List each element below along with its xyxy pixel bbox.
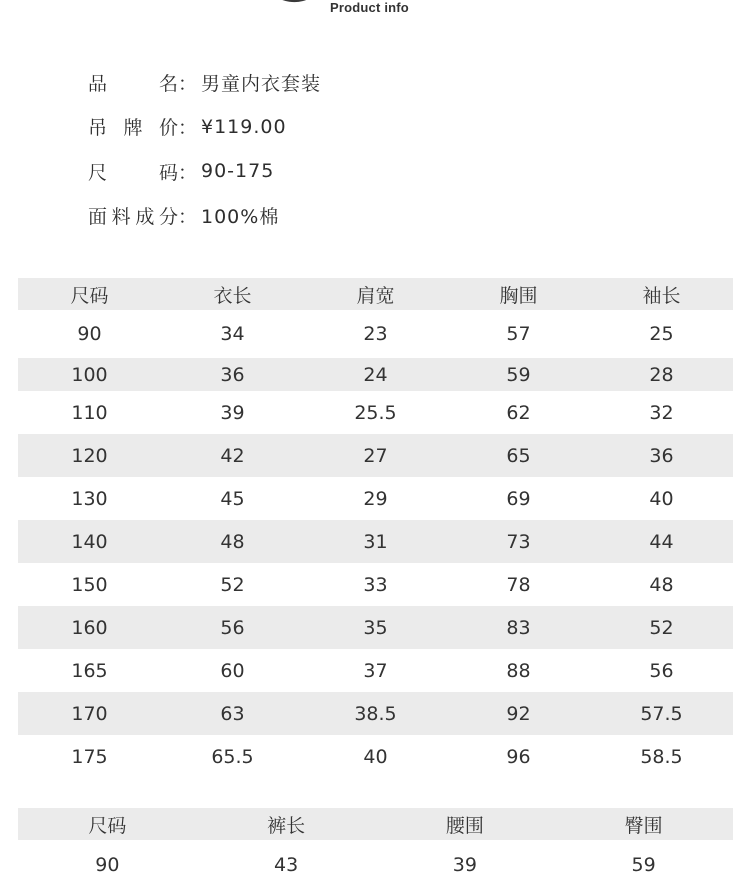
info-value: ¥119.00: [201, 115, 287, 138]
info-row-name: [88, 60, 321, 105]
table-cell: 165: [71, 659, 108, 682]
table-cell: 100: [71, 363, 108, 386]
table-cell: 25.5: [354, 401, 397, 424]
header-title: Product info: [330, 0, 409, 15]
info-value: 90-175: [201, 160, 275, 183]
table-cell: 63: [220, 702, 245, 725]
table-row: [18, 358, 733, 391]
table-cell: 73: [506, 530, 531, 553]
table-cell: 34: [220, 323, 245, 345]
table-cell: 23: [363, 323, 388, 345]
info-value: 100%棉: [201, 206, 280, 229]
table-row: [18, 563, 733, 606]
table-cell: 92: [506, 702, 531, 725]
table-cell: 59: [631, 854, 656, 876]
product-info-list: [88, 60, 321, 238]
info-row-price: [88, 105, 321, 150]
table-cell: 60: [220, 659, 245, 682]
table-cell: 45: [220, 487, 245, 510]
table-row: [18, 310, 733, 358]
info-label: 吊牌价: [88, 117, 178, 140]
info-colon: ：: [178, 117, 198, 140]
table-cell: 39: [452, 854, 477, 876]
table-cell: 88: [506, 659, 531, 682]
table-header-cell: 衣长: [213, 284, 252, 307]
info-label: 面料成分: [88, 206, 178, 229]
table-cell: 43: [274, 854, 299, 876]
table-cell: 130: [71, 487, 108, 510]
table-cell: 40: [363, 745, 388, 768]
bottom-size-table: [18, 808, 733, 890]
table-header-cell: 胸围: [499, 284, 538, 307]
table-cell: 36: [649, 444, 674, 467]
table-cell: 52: [220, 573, 245, 596]
table-cell: 59: [506, 363, 531, 386]
table-header-cell: 裤长: [267, 814, 306, 837]
table-cell: 110: [71, 401, 108, 424]
info-value: 男童内衣套装: [201, 72, 322, 95]
table-header-row: [18, 808, 733, 840]
table-cell: 56: [649, 659, 674, 682]
table-cell: 170: [71, 702, 108, 725]
table-cell: 31: [363, 530, 388, 553]
table-cell: 42: [220, 444, 245, 467]
table-cell: 33: [363, 573, 388, 596]
info-row-size: [88, 149, 321, 194]
table-cell: 120: [71, 444, 108, 467]
table-cell: 57.5: [640, 702, 683, 725]
table-row: [18, 692, 733, 735]
table-cell: 160: [71, 616, 108, 639]
info-colon: ：: [178, 161, 198, 184]
table-cell: 36: [220, 363, 245, 386]
table-cell: 24: [363, 363, 388, 386]
table-cell: 48: [649, 573, 674, 596]
info-label: 品 名: [88, 72, 178, 95]
table-cell: 175: [71, 745, 108, 768]
info-label: 尺 码: [88, 161, 178, 184]
table-cell: 44: [649, 530, 674, 553]
table-row: [18, 606, 733, 649]
info-colon: ：: [178, 72, 198, 95]
table-cell: 38.5: [354, 702, 397, 725]
header: [0, 0, 750, 20]
table-cell: 65.5: [211, 745, 254, 768]
table-cell: 29: [363, 487, 388, 510]
table-row: [18, 649, 733, 692]
table-row: [18, 520, 733, 563]
table-header-cell: 尺码: [70, 284, 109, 307]
table-cell: 78: [506, 573, 531, 596]
table-cell: 48: [220, 530, 245, 553]
table-cell: 35: [363, 616, 388, 639]
table-cell: 83: [506, 616, 531, 639]
table-row: [18, 434, 733, 477]
top-size-table: [18, 278, 733, 778]
table-cell: 150: [71, 573, 108, 596]
brand-swirl-logo-icon: [262, 0, 322, 14]
table-cell: 140: [71, 530, 108, 553]
table-cell: 25: [649, 323, 674, 345]
table-header-cell: 尺码: [88, 814, 127, 837]
table-cell: 62: [506, 401, 531, 424]
table-row: [18, 391, 733, 434]
table-header-cell: 臀围: [624, 814, 663, 837]
table-cell: 28: [649, 363, 674, 386]
table-cell: 96: [506, 745, 531, 768]
table-header-cell: 腰围: [445, 814, 484, 837]
table-cell: 90: [95, 854, 120, 876]
table-cell: 40: [649, 487, 674, 510]
table-header-row: [18, 278, 733, 310]
table-cell: 39: [220, 401, 245, 424]
table-cell: 37: [363, 659, 388, 682]
table-header-cell: 袖长: [642, 284, 681, 307]
table-header-cell: 肩宽: [356, 284, 395, 307]
table-cell: 57: [506, 323, 531, 345]
table-cell: 69: [506, 487, 531, 510]
table-cell: 52: [649, 616, 674, 639]
info-colon: ：: [178, 206, 198, 229]
table-cell: 56: [220, 616, 245, 639]
table-cell: 32: [649, 401, 674, 424]
table-row: [18, 477, 733, 520]
info-row-fabric: [88, 194, 321, 239]
table-cell: 27: [363, 444, 388, 467]
table-cell: 58.5: [640, 745, 683, 768]
table-cell: 65: [506, 444, 531, 467]
table-row: [18, 735, 733, 778]
table-cell: 90: [77, 323, 102, 345]
